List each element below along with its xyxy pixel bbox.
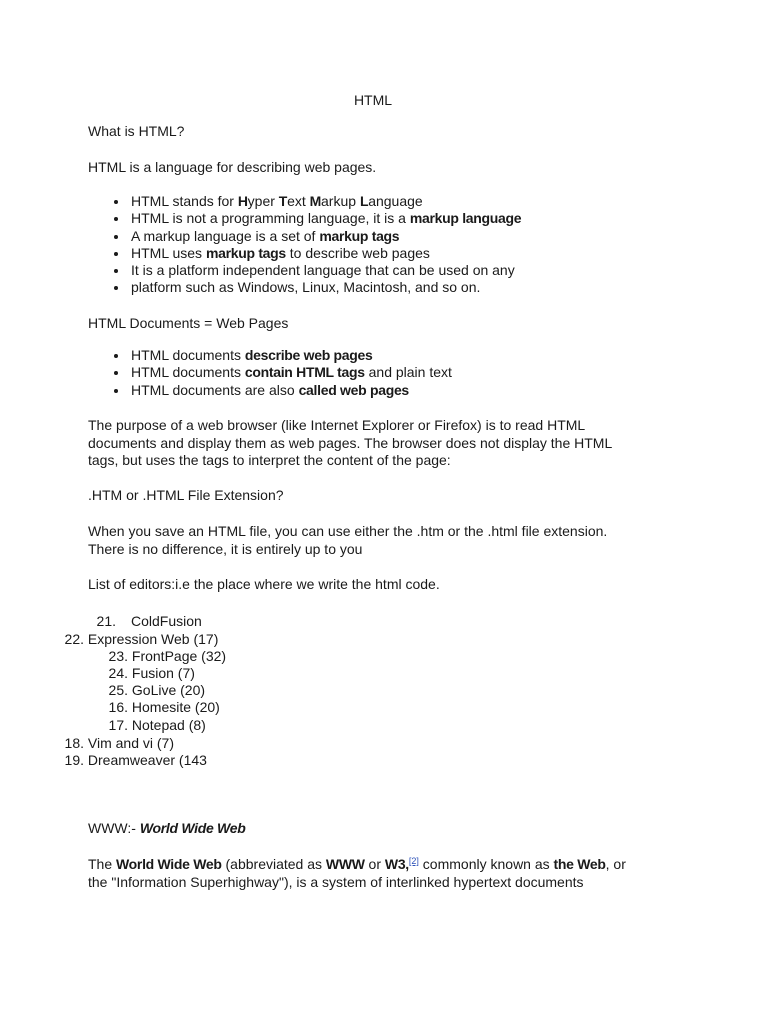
list-item [88, 347, 648, 364]
browser-paragraph-line: documents and display them as web pages. The browser does not display the HTML [88, 434, 613, 451]
text-run: ext [287, 193, 310, 209]
list-item [88, 279, 648, 296]
list-item [88, 262, 648, 279]
list-item [88, 245, 648, 262]
editor-number: 19. [64, 752, 84, 768]
editor-number: 23. [108, 648, 128, 664]
text-run: A markup language is a set of [131, 227, 320, 244]
text-run: arkup [321, 193, 360, 209]
www-heading [88, 820, 648, 837]
browser-paragraph-line: tags, but uses the tags to interpret the content of the page: [88, 452, 451, 468]
editor-name: Dreamweaver (143 [87, 752, 207, 768]
editor-item [108, 717, 206, 734]
citation-link[interactable]: [2] [408, 856, 419, 866]
bold-run: markup language [409, 210, 522, 227]
text-run: to describe web pages [285, 244, 430, 261]
editor-number: 22. [64, 631, 84, 647]
bold-run: L [359, 193, 369, 209]
www-paragraph [88, 855, 688, 891]
bold-run: World Wide Web [116, 856, 222, 872]
text-run: It is a platform independent language that can be used on any [131, 262, 515, 279]
documents-heading: HTML Documents = Web Pages [88, 315, 289, 331]
list-item [88, 228, 648, 245]
editor-number: 25. [108, 682, 128, 698]
what-is-heading: What is HTML? [88, 123, 185, 139]
editor-item [108, 699, 220, 716]
list-item [88, 210, 648, 227]
intro-paragraph: HTML is a language for describing web pages. [88, 159, 377, 175]
text-run: HTML documents are also [131, 381, 299, 398]
editor-item [108, 648, 226, 665]
list-item [88, 382, 648, 399]
bold-run: called web pages [298, 381, 409, 398]
editor-number: 18. [64, 735, 84, 751]
editor-number: 21. [96, 613, 116, 629]
text-run: anguage [368, 193, 423, 209]
www-title: World Wide Web [139, 820, 246, 836]
text-run: yper [247, 193, 279, 209]
editors-heading: List of editors:i.e the place where we write the html code. [88, 576, 440, 592]
text-run: HTML stands for [131, 193, 238, 209]
text-run: , or [605, 856, 626, 872]
text-run: HTML uses [131, 244, 206, 261]
editor-item [48, 752, 207, 769]
extension-paragraph-line: When you save an HTML file, you can use either the .htm or the .html file extension. [88, 523, 608, 539]
bold-run: describe web pages [244, 347, 373, 363]
bold-run: contain HTML tags [244, 364, 365, 381]
browser-paragraph-line: The purpose of a web browser (like Internet Explorer or Firefox) is to read HTML [88, 417, 586, 433]
html-facts-list [88, 193, 648, 297]
browser-paragraph [88, 417, 648, 470]
www-paragraph-line: the "Information Superhighway"), is a system of interlinked hypertext documents [88, 874, 584, 890]
text-run: The [88, 856, 117, 872]
text-run: (abbreviated as [221, 856, 326, 872]
bold-run: WWW [325, 856, 365, 872]
text-run: and plain text [364, 364, 452, 381]
editor-name: Vim and vi (7) [87, 735, 174, 751]
bold-run: the Web [553, 856, 606, 872]
editor-item [48, 735, 174, 752]
text-run: or [364, 856, 385, 872]
list-item [88, 364, 648, 381]
editor-name: FrontPage (32) [131, 648, 227, 664]
editor-item [108, 682, 205, 699]
editor-number: 17. [108, 717, 128, 733]
www-label: WWW:- [88, 820, 140, 836]
bold-run: markup tags [319, 227, 400, 244]
editor-name: Notepad (8) [131, 717, 206, 733]
www-paragraph-line [88, 855, 688, 873]
editor-item [88, 613, 202, 630]
bold-run: W3, [384, 856, 409, 872]
text-run: platform such as Windows, Linux, Macintosh, and so on. [131, 279, 481, 296]
bold-run: markup tags [205, 244, 286, 261]
page-title: HTML [353, 92, 393, 108]
editor-name: Expression Web (17) [87, 631, 219, 647]
text-run: HTML documents [131, 364, 245, 381]
text-run: HTML is not a programming language, it is a [131, 210, 410, 227]
bold-run: M [309, 193, 322, 209]
extension-paragraph [88, 522, 648, 558]
editor-number: 24. [108, 665, 128, 681]
bold-run: H [237, 193, 248, 209]
text-run: commonly known as [418, 856, 554, 872]
extension-heading: .HTM or .HTML File Extension? [88, 487, 284, 503]
editor-name: GoLive (20) [131, 682, 206, 698]
editor-name: Fusion (7) [131, 665, 195, 681]
editor-number: 16. [108, 699, 128, 715]
documents-list [88, 347, 648, 399]
bold-run: T [278, 193, 288, 209]
text-run: HTML documents [131, 347, 245, 363]
editor-item [48, 631, 218, 648]
extension-paragraph-line: There is no difference, it is entirely up to you [88, 541, 363, 557]
editor-item [108, 665, 195, 682]
editor-name: Homesite (20) [131, 699, 220, 715]
editor-name: ColdFusion [131, 613, 202, 629]
list-item [88, 193, 648, 210]
